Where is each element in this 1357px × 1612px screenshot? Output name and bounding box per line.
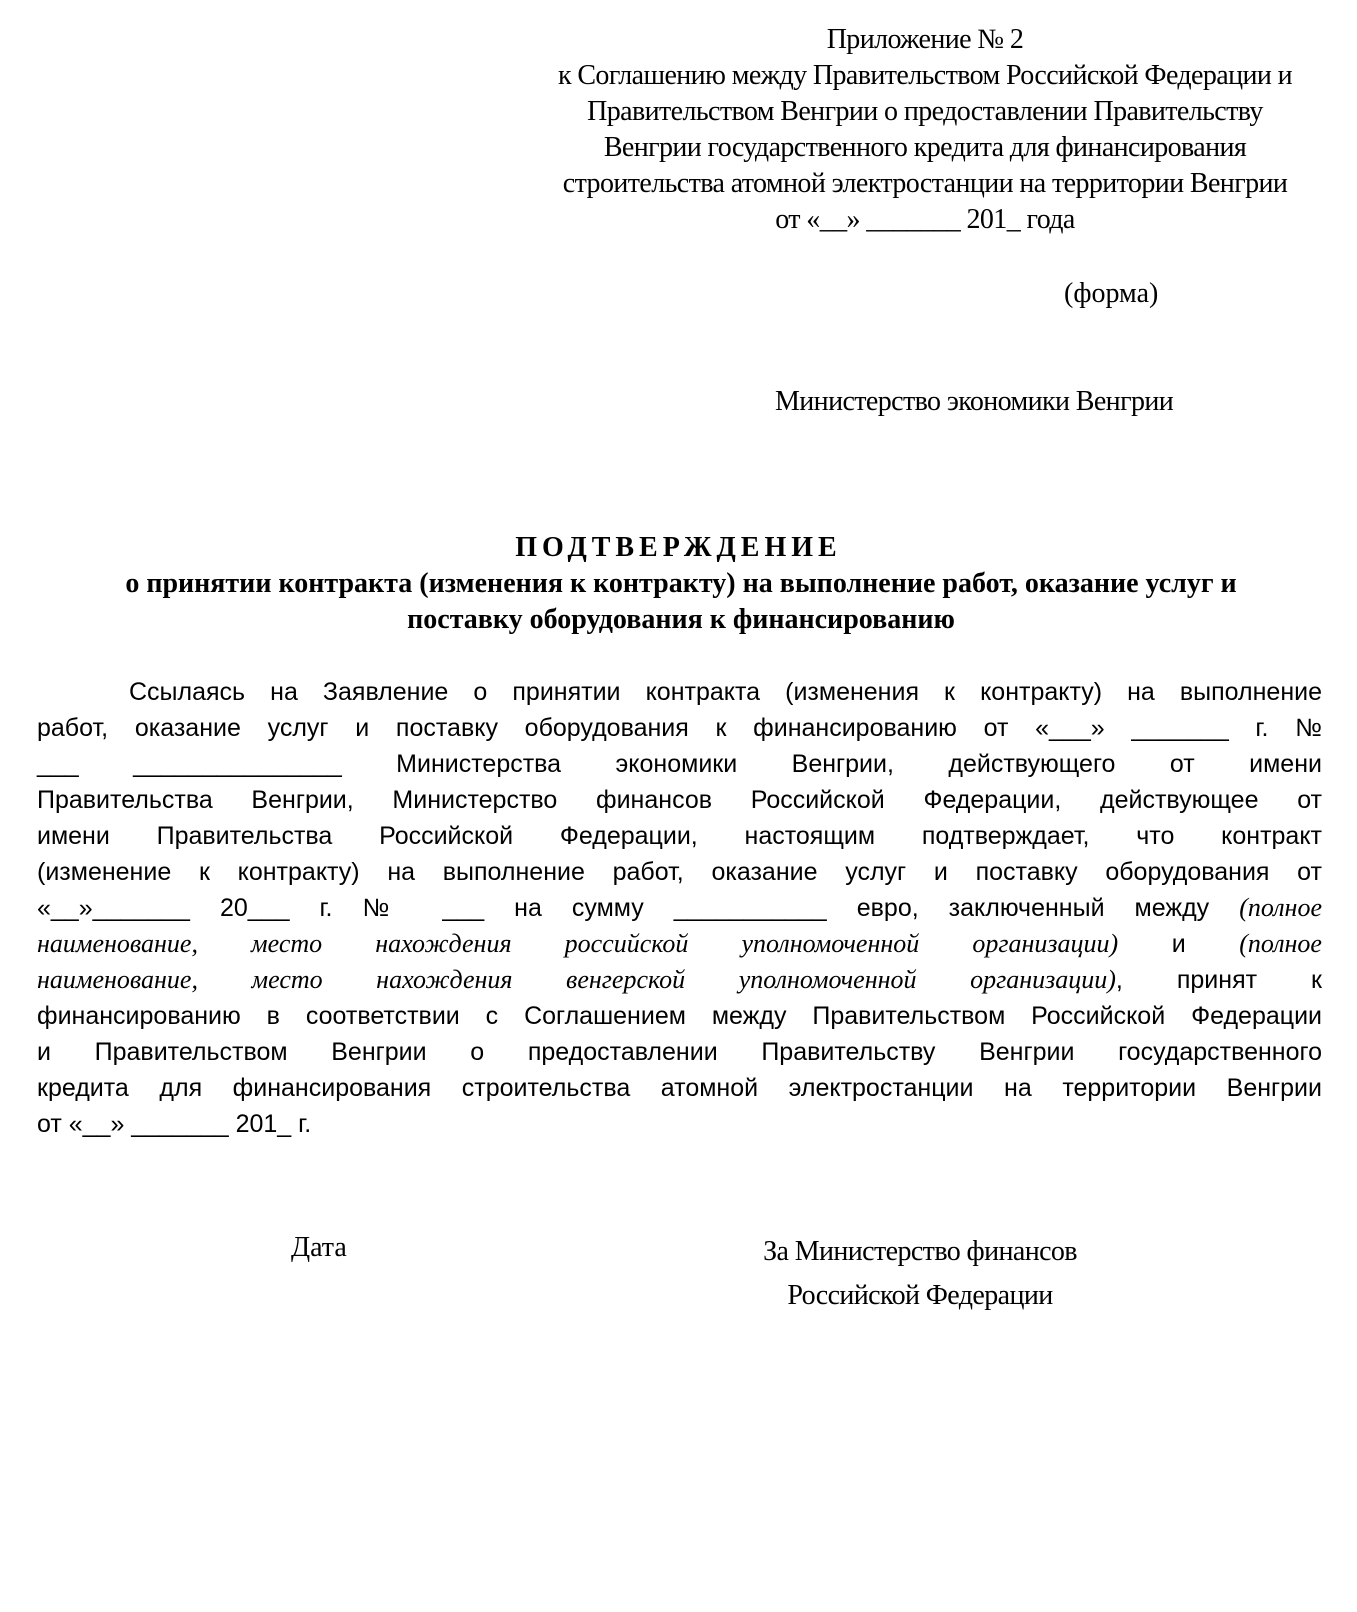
body-text: и bbox=[1171, 930, 1186, 958]
document-subtitle bbox=[40, 566, 1322, 638]
body-paragraph bbox=[37, 674, 1322, 1142]
body-line: имени Правительства Российской Федерации, настоящим подтверждает, что контракт bbox=[37, 822, 1322, 850]
annex-date-line: от «__» _______ 201_ года bbox=[775, 204, 1075, 235]
annex-header bbox=[500, 22, 1350, 238]
annex-line: Венгрии государственного кредита для финансирования bbox=[603, 132, 1247, 163]
document-title: ПОДТВЕРЖДЕНИЕ bbox=[515, 532, 842, 563]
form-label: (форма) bbox=[1064, 278, 1159, 309]
signature-line: За Министерство финансов bbox=[763, 1236, 1077, 1267]
body-line bbox=[37, 890, 1322, 926]
italic-placeholder: (полное bbox=[1239, 893, 1322, 922]
body-line: Правительства Венгрии, Министерство финансов Российской Федерации, действующее от bbox=[37, 786, 1322, 814]
body-line: ___ _______________ Министерства экономики Венгрии, действующего от имени bbox=[37, 750, 1322, 778]
annex-line: Правительством Венгрии о предоставлении Правительству bbox=[587, 96, 1263, 127]
body-line: и Правительством Венгрии о предоставлении Правительству Венгрии государственного bbox=[37, 1038, 1322, 1066]
body-line: (изменение к контракту) на выполнение работ, оказание услуг и поставку оборудования от bbox=[37, 858, 1322, 886]
italic-placeholder: наименование, место нахождения венгерской уполномоченной организации) bbox=[37, 965, 1116, 994]
body-line bbox=[37, 926, 1322, 962]
italic-placeholder: наименование, место нахождения российской уполномоченной организации) bbox=[37, 929, 1119, 958]
body-text: «__»_______ 20___ г. № ___ на сумму ___________ евро, заключенный между bbox=[37, 894, 1210, 922]
date-label: Дата bbox=[291, 1232, 347, 1263]
signature-line: Российской Федерации bbox=[787, 1280, 1053, 1311]
body-line: Ссылаясь на Заявление о принятии контракта (изменения к контракту) на выполнение bbox=[129, 678, 1322, 706]
annex-number: Приложение № 2 bbox=[826, 24, 1024, 55]
body-line: от «__» _______ 201_ г. bbox=[37, 1110, 312, 1138]
italic-placeholder: (полное bbox=[1239, 929, 1322, 958]
body-line: финансированию в соответствии с Соглашением между Правительством Российской Федерации bbox=[37, 1002, 1322, 1030]
signature-block bbox=[700, 1230, 1140, 1318]
addressee: Министерство экономики Венгрии bbox=[775, 386, 1174, 417]
subtitle-line: о принятии контракта (изменения к контракту) на выполнение работ, оказание услуг и bbox=[125, 568, 1237, 599]
subtitle-line: поставку оборудования к финансированию bbox=[407, 604, 955, 635]
body-line: кредита для финансирования строительства атомной электростанции на территории Венгрии bbox=[37, 1074, 1322, 1102]
body-line: работ, оказание услуг и поставку оборудования к финансированию от «___» _______ г. № bbox=[37, 714, 1322, 742]
annex-line: к Соглашению между Правительством Российской Федерации и bbox=[557, 60, 1293, 91]
body-text: , принят к bbox=[1115, 966, 1322, 994]
body-line bbox=[37, 962, 1322, 998]
annex-line: строительства атомной электростанции на территории Венгрии bbox=[562, 168, 1288, 199]
